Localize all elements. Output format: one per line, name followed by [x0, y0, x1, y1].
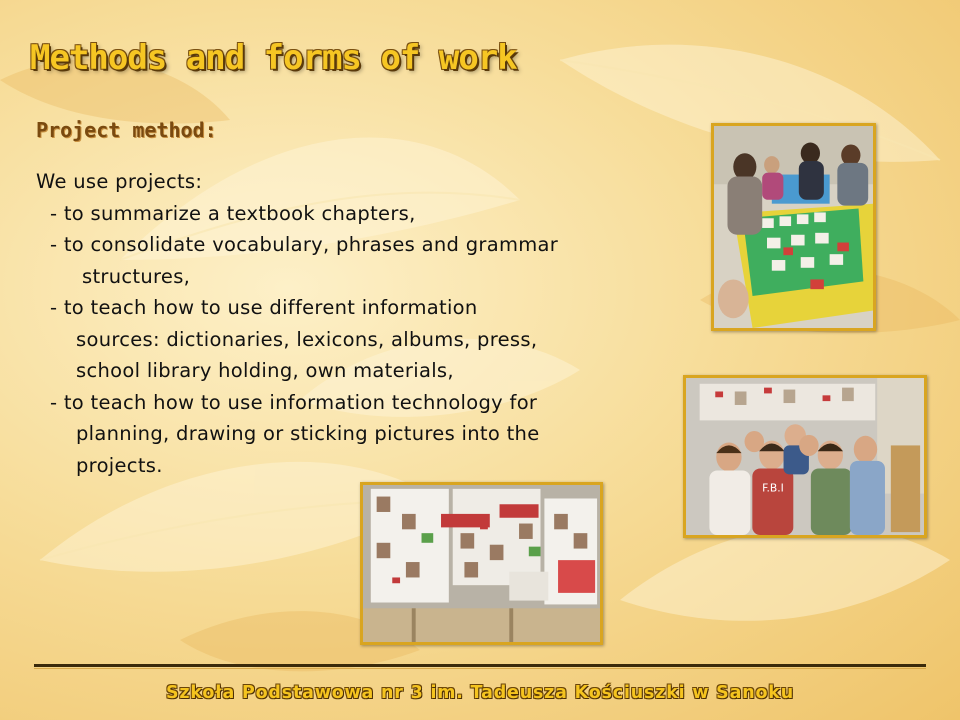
svg-text:F.B.I: F.B.I	[762, 481, 784, 495]
bullet-continuation: projects.	[76, 453, 163, 477]
footer-divider	[34, 664, 926, 667]
bullet-continuation: sources: dictionaries, lexicons, albums, press,	[76, 327, 538, 351]
bullet-continuation: school library holding, own materials,	[76, 359, 454, 382]
slide-title: Methods and forms of work	[30, 38, 517, 78]
bullet-line: - to summarize a textbook chapters,	[50, 201, 416, 225]
children-working-on-project-photo	[711, 123, 876, 331]
class-group-photo	[683, 375, 927, 538]
body-text	[36, 166, 696, 481]
section-subtitle: Project method:	[36, 118, 217, 142]
bullet-line: - to teach how to use different information	[50, 296, 478, 319]
bullet-continuation: planning, drawing or sticking pictures into the	[76, 422, 540, 445]
project-posters-wall-photo	[360, 482, 603, 645]
bullet-line: - to teach how to use information technology for	[50, 390, 538, 414]
footer-school-name: Szkoła Podstawowa nr 3 im. Tadeusza Kościuszki w Sanoku	[166, 683, 794, 703]
intro-line: We use projects:	[36, 170, 203, 193]
footer-divider-highlight	[34, 668, 926, 669]
bullet-line: - to consolidate vocabulary, phrases and grammar	[50, 233, 559, 256]
bullet-continuation: structures,	[82, 264, 191, 288]
